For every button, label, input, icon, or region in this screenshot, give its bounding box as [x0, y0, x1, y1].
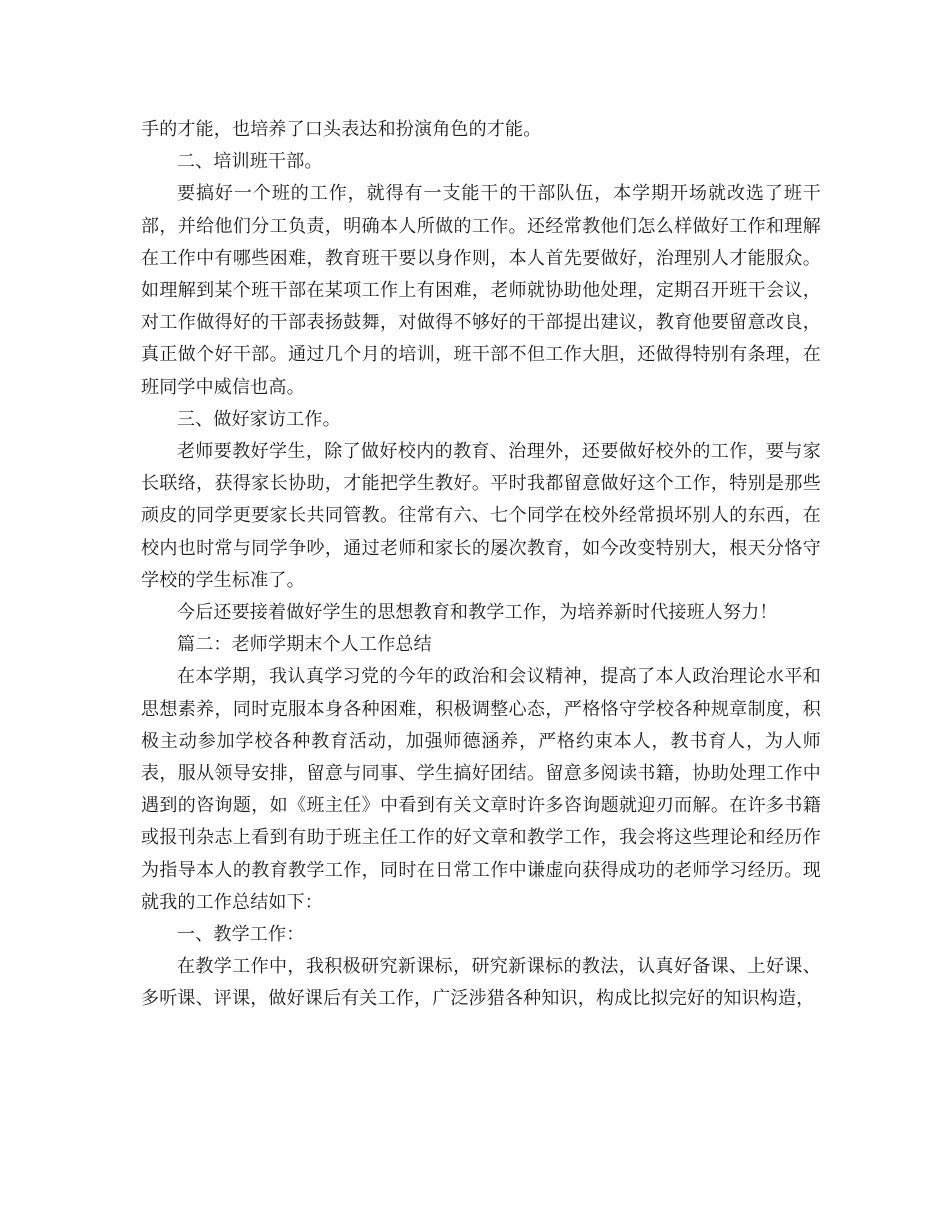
document-body — [141, 114, 821, 1016]
paragraph-class-leaders: 要搞好一个班的工作，就得有一支能干的干部队伍，本学期开场就改选了班干部，并给他们分工负责，明确本人所做的工作。还经常教他们怎么样做好工作和理解在工作中有哪些困难，教育班干要以身作则，本人首先要做好，治理别人才能服众。如理解到某个班干部在某项工作上有困难，老师就协助他处理，定期召开班干会议，对工作做得好的干部表扬鼓舞，对做得不够好的干部提出建议，教育他要留意改良，真正做个好干部。通过几个月的培训，班干部不但工作大胆，还做得特别有条理，在班同学中威信也高。 — [141, 183, 821, 398]
paragraph-continuation: 手的才能，也培养了口头表达和扮演角色的才能。 — [141, 119, 542, 140]
section-heading-train-class-leaders: 二、培训班干部。 — [177, 151, 323, 173]
section-heading-home-visits: 三、做好家访工作。 — [177, 408, 341, 430]
section-heading-teaching-work: 一、教学工作： — [177, 924, 305, 946]
article-title-part-two: 篇二：老师学期末个人工作总结 — [177, 634, 432, 656]
paragraph-future-work: 今后还要接着做好学生的思想教育和教学工作，为培养新时代接班人努力！ — [177, 602, 778, 624]
paragraph-home-visits: 老师要教好学生，除了做好校内的教育、治理外，还要做好校外的工作，要与家长联络，获得家长协助，才能把学生教好。平时我都留意做好这个工作，特别是那些顽皮的同学更要家长共同管教。往常有六、七个同学在校外经常损坏别人的东西，在校内也时常与同学争吵，通过老师和家长的屡次教育，如今改变特别大，根天分恪守学校的学生标准了。 — [141, 441, 821, 591]
paragraph-semester-intro: 在本学期，我认真学习党的今年的政治和会议精神，提高了本人政治理论水平和思想素养，同时克服本身各种困难，积极调整心态，严格恪守学校各种规章制度，积极主动参加学校各种教育活动，加强师德涵养，严格约束本人，教书育人，为人师表，服从领导安排，留意与同事、学生搞好团结。留意多阅读书籍，协助处理工作中遇到的咨询题，如《班主任》中看到有关文章时许多咨询题就迎刃而解。在许多书籍或报刊杂志上看到有助于班主任工作的好文章和教学工作，我会将这些理论和经历作为指导本人的教育教学工作，同时在日常工作中谦虚向获得成功的老师学习经历。现就我的工作总结如下： — [141, 666, 821, 913]
paragraph-teaching-work: 在教学工作中，我积极研究新课标，研究新课标的教法，认真好备课、上好课、多听课、评课，做好课后有关工作，广泛涉猎各种知识，构成比拟完好的知识构造， — [141, 956, 821, 1010]
